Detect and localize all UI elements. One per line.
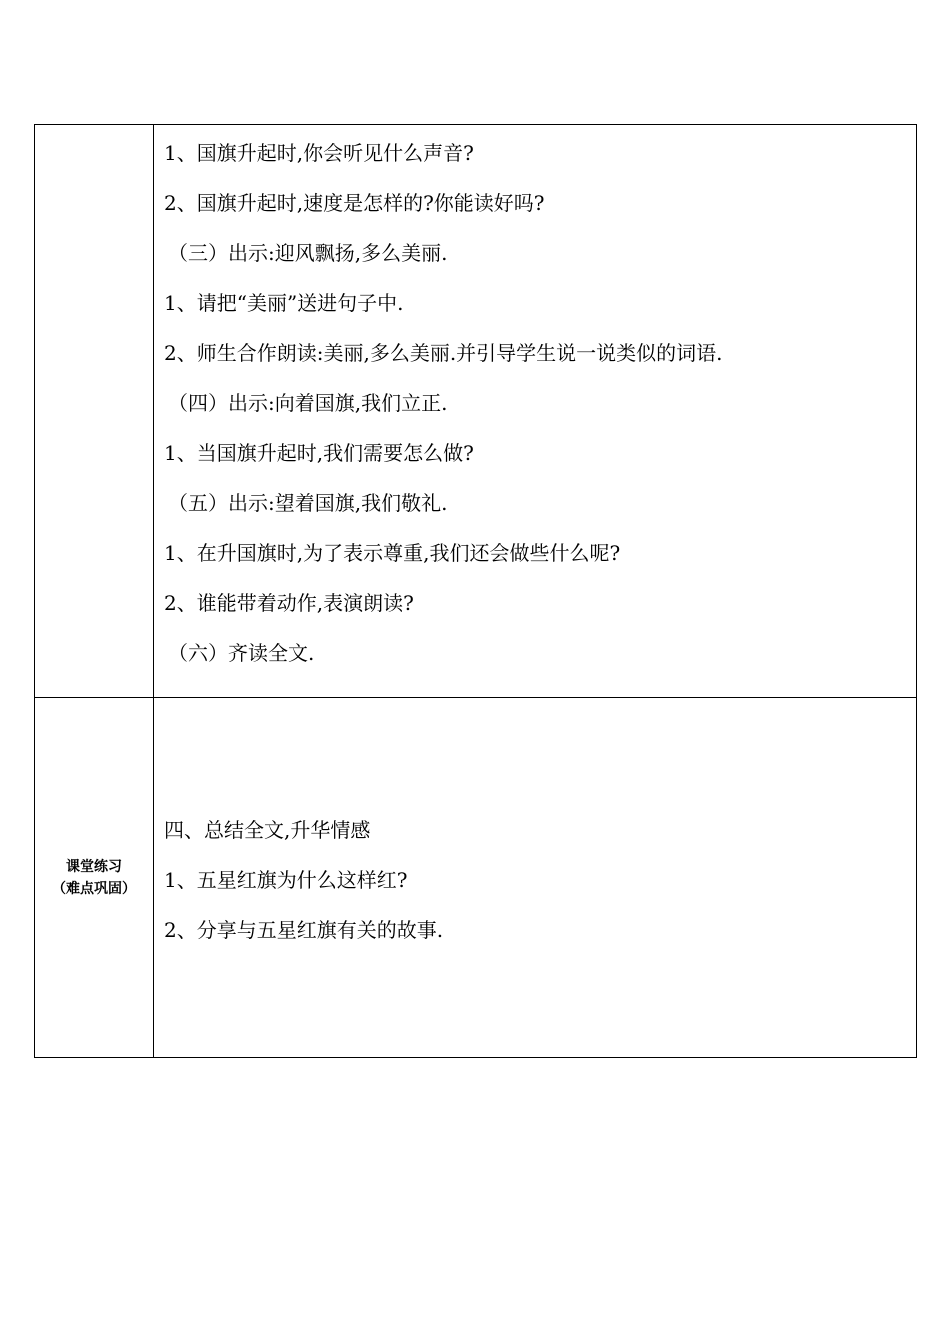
content-lines [164,805,916,955]
content-line: 1、在升国旗时,为了表示尊重,我们还会做些什么呢? [164,541,621,565]
lesson-plan-table [34,124,917,1058]
row-content-cell [154,125,917,698]
section-heading: （三）出示:迎风飘扬,多么美丽. [168,241,448,265]
table-row [35,698,917,1058]
row-content-cell [154,698,917,1058]
section-heading: （四）出示:向着国旗,我们立正. [168,391,448,415]
row-label-cell [35,125,154,698]
content-line: 2、谁能带着动作,表演朗读? [164,591,414,615]
table-row [35,125,917,698]
content-line: 1、国旗升起时,你会听见什么声音? [164,141,474,165]
row-label-line: （难点巩固） [52,880,136,897]
content-lines [164,128,916,678]
content-line: 2、国旗升起时,速度是怎样的?你能读好吗? [164,191,545,215]
content-line: 2、分享与五星红旗有关的故事. [164,918,444,942]
content-line: 2、师生合作朗读:美丽,多么美丽.并引导学生说一说类似的词语. [164,341,723,365]
content-line: 1、五星红旗为什么这样红? [164,868,408,892]
section-heading: 四、总结全文,升华情感 [164,818,371,842]
section-heading: （五）出示:望着国旗,我们敬礼. [168,491,448,515]
content-line: 1、请把“美丽”送进句子中. [164,291,404,315]
section-heading: （六）齐读全文. [168,641,315,665]
content-line: 1、当国旗升起时,我们需要怎么做? [164,441,474,465]
row-label-line: 课堂练习 [66,858,122,875]
row-label-cell [35,698,154,1058]
